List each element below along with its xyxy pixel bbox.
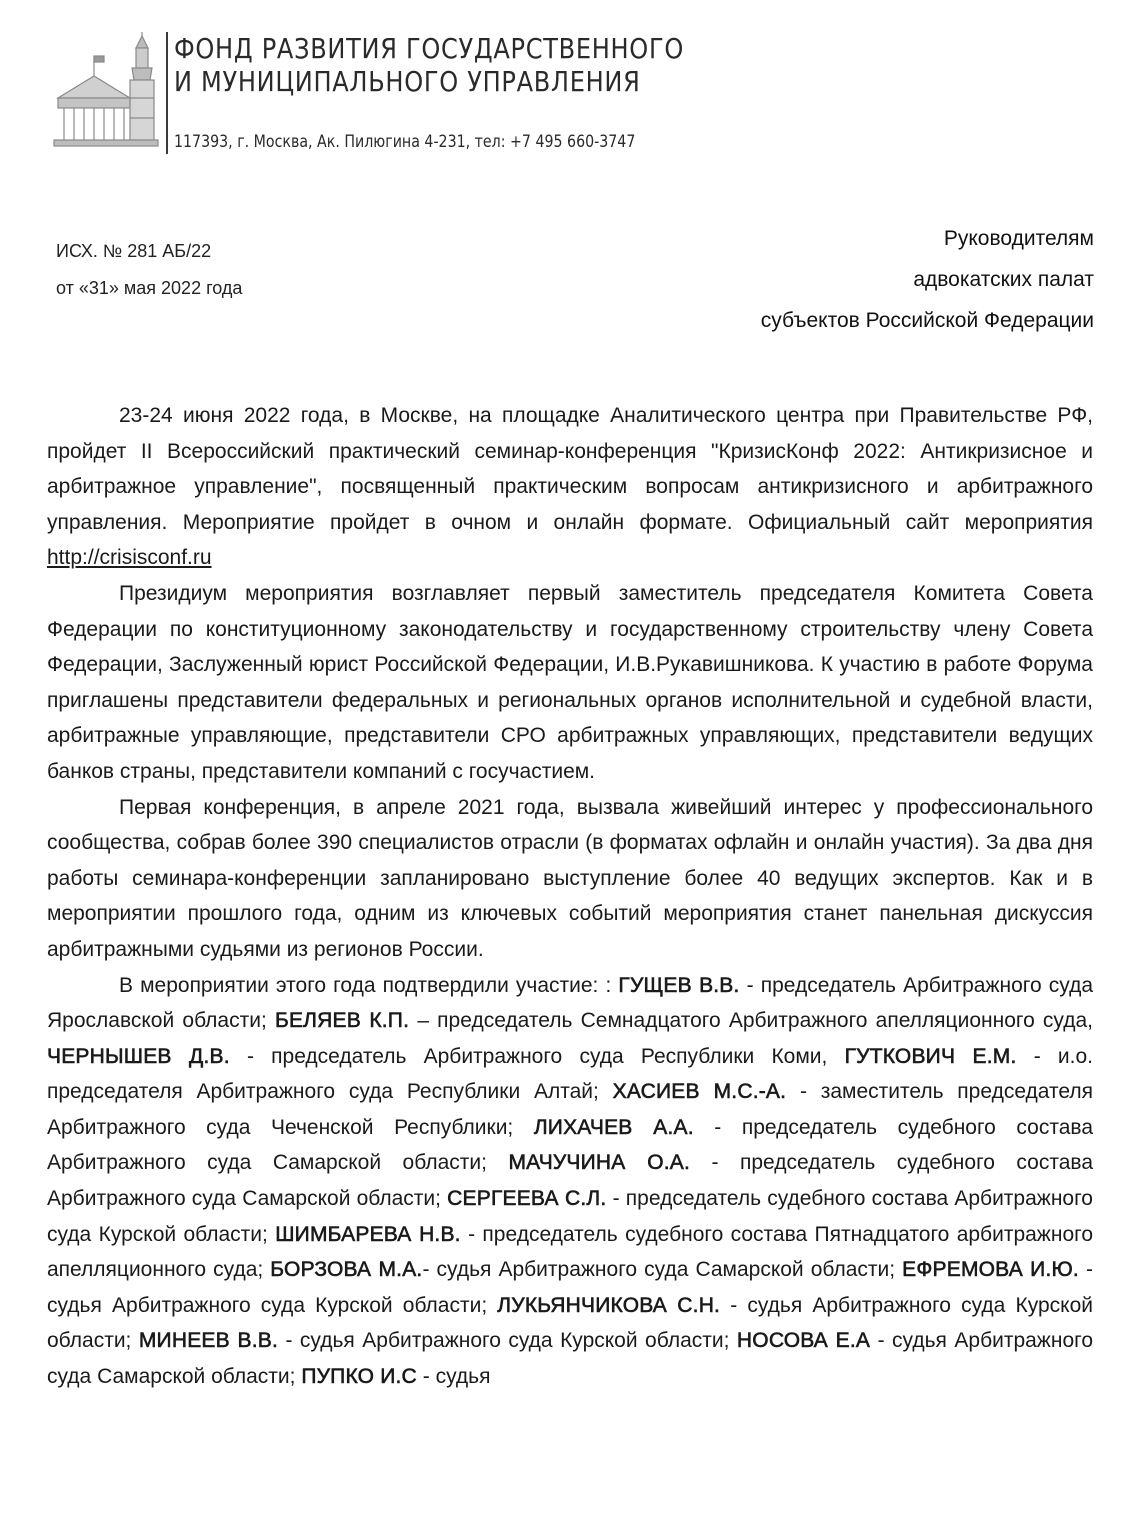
- recipient-line-3: субъектов Российской Федерации: [760, 309, 1094, 332]
- participant-desc: – председатель Семнадцатого Арбитражного апелляционного суда,: [409, 1009, 1094, 1033]
- letterhead-divider: [166, 32, 168, 154]
- paragraph-presidium: Президиум мероприятия возглавляет первый заместитель председателя Комитета Совета Федерации по конституционному законодательству и государственному строительству члену Совета Федерации, Заслуженный юрист Российской Федерации, И.В.Рукавишникова. К участию в работе Форума приглашены представители федеральных и региональных органов исполнительной и судебной власти, арбитражные управляющие, представители СРО арбитражных управляющих, представители ведущих банков страны, представители компаний с госучастием.: [47, 581, 1093, 783]
- participant-name: ПУПКО И.С: [301, 1365, 417, 1389]
- organization-name: [174, 32, 684, 98]
- letter-body: [47, 398, 1093, 1395]
- outgoing-date: от «31» мая 2022 года: [56, 278, 243, 298]
- participant-name: ШИМБАРЕВА Н.В.: [275, 1222, 461, 1246]
- participant-desc: - заместитель председателя Арбитражного суда Чеченской Республики;: [47, 1080, 1094, 1139]
- participant-desc: - председатель судебного состава Пятнадцатого арбитражного апелляционного суда;: [47, 1222, 1093, 1282]
- letterhead: [50, 28, 690, 158]
- participant-13: [139, 1329, 737, 1352]
- organization-name-line-2: И МУНИЦИПАЛЬНОГО УПРАВЛЕНИЯ: [174, 65, 641, 98]
- participant-15: [301, 1365, 490, 1388]
- paragraph-first-conference: Первая конференция, в апреле 2021 года, вызвала живейший интерес у профессионального сообщества, собрав более 390 специалистов отрасли (в форматах офлайн и онлайн участия). За два дня работы семинара-конференции запланировано выступление более 40 ведущих экспертов. Как и в мероприятии прошлого года, одним из ключевых событий мероприятия станет панельная дискуссия арбитражными судьями из регионов России.: [47, 795, 1093, 961]
- participant-desc: - судья Арбитражного суда Самарской области;: [422, 1258, 903, 1282]
- paragraph-text: 23-24 июня 2022 года, в Москве, на площадке Аналитического центра при Правительстве РФ, пройдет II Всероссийский практический семинар-конференция "КризисКонф 2022: Антикризисное и арбитражное управление", посвященный практическим вопросам антикризисного и арбитражного управления. Мероприятие пройдет в очном и онлайн формате. Официальный сайт мероприятия: [47, 404, 1093, 534]
- participant-desc: - судья Арбитражного суда Курской области;: [278, 1329, 737, 1353]
- paragraph-event-announcement: [47, 398, 1093, 576]
- participant-desc: - председатель Арбитражного суда Ярославской области;: [47, 973, 1094, 1033]
- recipient-line-1: Руководителям: [943, 227, 1094, 250]
- outgoing-reference: [56, 233, 242, 307]
- participant-desc: - председатель судебного состава Арбитражного суда Самарской области;: [47, 1151, 1094, 1211]
- participant-name: СЕРГЕЕВА С.Л.: [447, 1187, 607, 1211]
- participant-desc: - председатель судебного состава Арбитражного суда Курской области;: [47, 1187, 1093, 1246]
- participant-name: НОСОВА Е.А: [736, 1329, 871, 1353]
- participant-name: ХАСИЕВ М.С.-А.: [612, 1080, 787, 1104]
- participant-name: ЕФРЕМОВА И.Ю.: [902, 1258, 1079, 1282]
- recipient-block: [761, 218, 1094, 341]
- participant-name: ЛУКЬЯНЧИКОВА С.Н.: [497, 1293, 721, 1317]
- participant-name: ЛИХАЧЕВ А.А.: [533, 1115, 694, 1139]
- participant-desc: - судья Арбитражного суда Курской области;: [47, 1258, 1094, 1317]
- participant-name: МИНЕЕВ В.В.: [138, 1329, 278, 1353]
- participant-desc: - судья Арбитражного суда Самарской области;: [47, 1329, 1094, 1389]
- participant-name: БОРЗОВА М.А.: [270, 1258, 423, 1282]
- event-website-link[interactable]: http://crisisconf.ru: [47, 546, 212, 570]
- participant-name: ГУТКОВИЧ Е.М.: [844, 1044, 1017, 1068]
- recipient-line-2: адвокатских палат: [913, 268, 1094, 291]
- paragraph-participants: [47, 968, 1093, 1395]
- participant-name: ГУЩЕВ В.В.: [618, 973, 740, 997]
- outgoing-number: ИСХ. № 281 АБ/22: [56, 241, 212, 261]
- participant-2: [275, 1009, 1093, 1032]
- participant-name: ЧЕРНЫШЕВ Д.В.: [47, 1044, 230, 1068]
- participants-intro: В мероприятии этого года подтвердили участие: :: [119, 973, 619, 997]
- participant-name: МАЧУЧИНА О.А.: [508, 1151, 691, 1175]
- participant-10: [270, 1258, 902, 1281]
- participant-name: БЕЛЯЕВ К.П.: [274, 1009, 410, 1033]
- organization-address: 117393, г. Москва, Ак. Пилюгина 4-231, тел: +7 495 660-3747: [174, 132, 636, 151]
- participant-desc: - судья: [416, 1365, 491, 1389]
- kremlin-building-logo: [50, 28, 162, 156]
- participant-desc: - и.о. председателя Арбитражного суда Республики Алтай;: [47, 1044, 1094, 1104]
- participant-desc: - судья Арбитражного суда Курской области;: [47, 1293, 1093, 1353]
- organization-name-line-1: ФОНД РАЗВИТИЯ ГОСУДАРСТВЕННОГО: [174, 32, 684, 65]
- participant-desc: - председатель судебного состава Арбитражного суда Самарской области;: [47, 1115, 1093, 1175]
- participant-3: [47, 1045, 845, 1068]
- participant-desc: - председатель Арбитражного суда Республики Коми,: [229, 1044, 845, 1068]
